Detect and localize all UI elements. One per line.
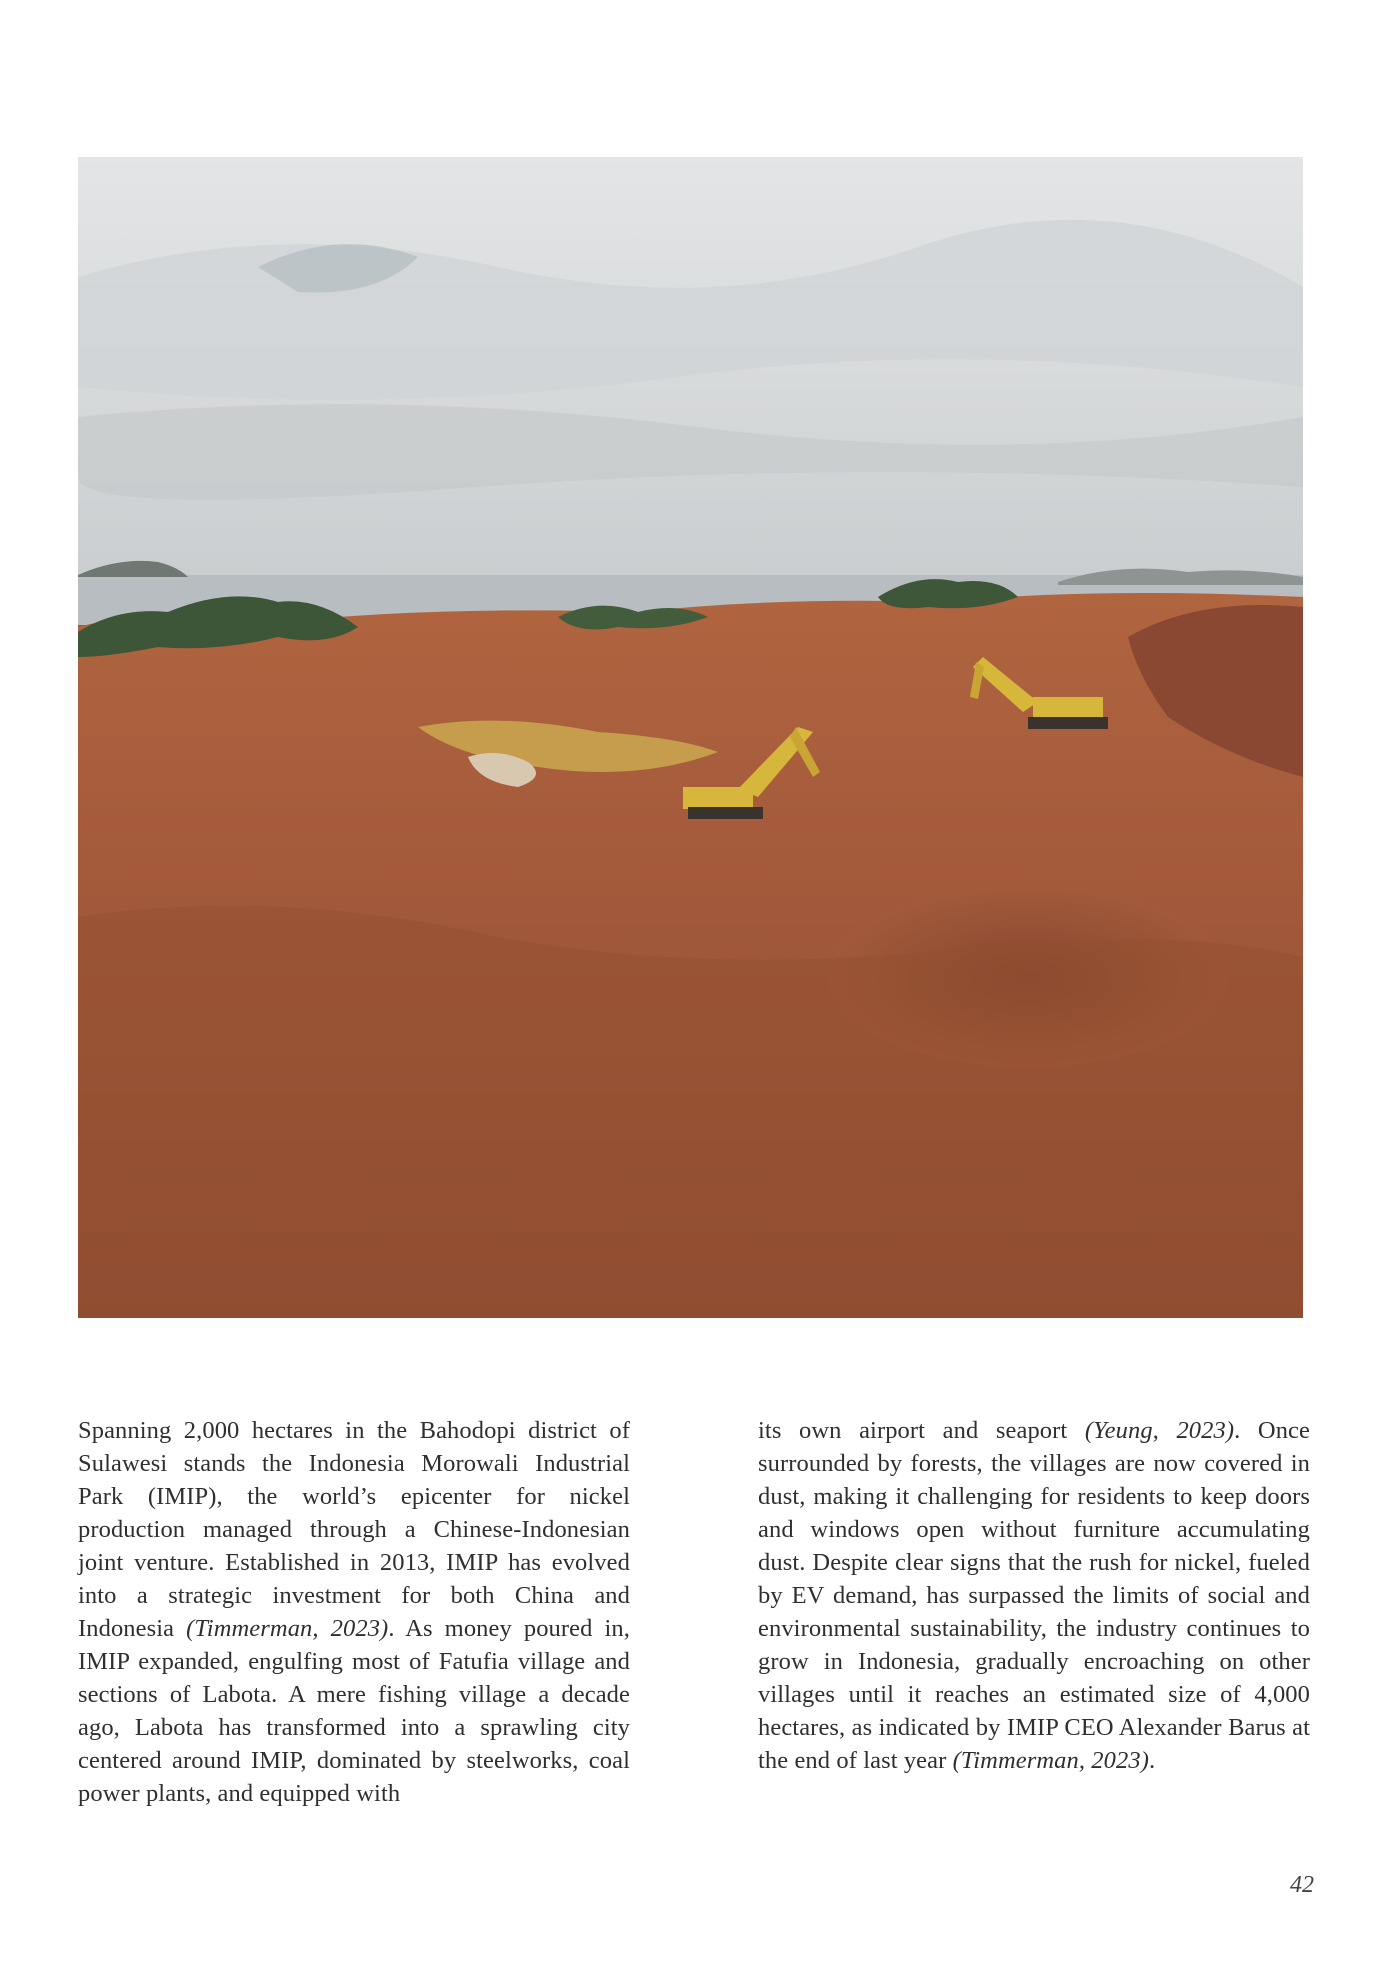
text-run: . As money poured in, IMIP expanded, engulfing most of Fatufia village and sections of Labota. A mere fishing village a decade ago, Labota has transformed into a sprawling city centered around IMIP, dominated by steelworks, coal power plants, and equipped with [78, 1615, 630, 1807]
mining-site-photo [78, 157, 1303, 1318]
page-number: 42 [1290, 1872, 1314, 1898]
text-run: . [1148, 1747, 1156, 1774]
citation: (Timmerman, 2023) [186, 1615, 389, 1642]
text-run: its own airport and seaport [758, 1417, 1085, 1444]
text-run: . Once surrounded by forests, the villages are now covered in dust, making it challenging for residents to keep doors and windows open without furniture accumulating dust. Despite clear signs that the rush for nickel, fueled by EV demand, has surpassed the limits of social and environmental sustainability, the industry continues to grow in Indonesia, gradually encroaching on other villages until it reaches an estimated size of 4,000 hectares, as indicated by IMIP CEO Alexander Barus at the end of last year [758, 1417, 1311, 1774]
citation: (Timmerman, 2023) [952, 1747, 1149, 1774]
photo-illustration [78, 157, 1303, 1318]
article-column-left [78, 1414, 630, 1810]
article-column-right [758, 1414, 1310, 1777]
article-paragraph-left [78, 1414, 630, 1810]
article-paragraph-right [758, 1414, 1310, 1777]
text-run: Spanning 2,000 hectares in the Bahodopi district of Sulawesi stands the Indonesia Morowali Industrial Park (IMIP), the world’s epicenter for nickel production managed through a Chinese-Indonesian joint venture. Established in 2013, IMIP has evolved into a strategic investment for both China and Indonesia [78, 1417, 630, 1642]
citation: (Yeung, 2023) [1084, 1417, 1235, 1444]
ground-texture [78, 906, 1303, 1318]
